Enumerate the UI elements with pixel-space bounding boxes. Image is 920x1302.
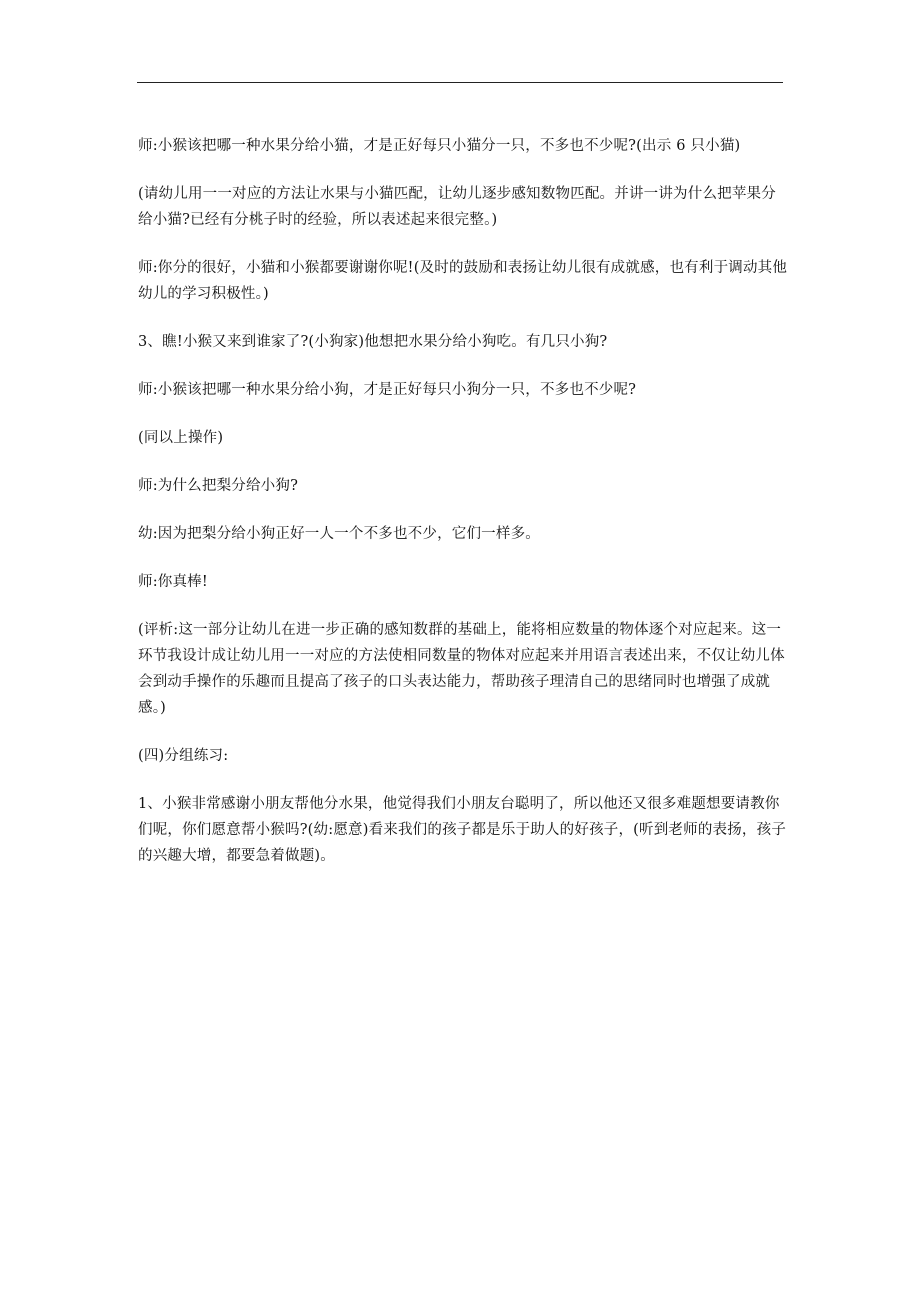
- header-rule: [137, 82, 783, 83]
- paragraph-you-are-great: 师:你真棒!: [138, 574, 208, 590]
- paragraph-teacher-question-dogs: 师:小猴该把哪一种水果分给小狗，才是正好每只小狗分一只，不多也不少呢?: [138, 382, 637, 398]
- paragraph-same-operation: (同以上操作): [138, 430, 224, 446]
- paragraph-analysis: (评析:这一部分让幼儿在进一步正确的感知数群的基础上，能将相应数量的物体逐个对应起来。这一环节我设计成让幼儿用一一对应的方法使相同数量的物体对应起来并用语言表述出来，不仅让幼儿体会到动手操作的乐趣而且提高了孩子的口头表达能力，帮助孩子理清自己的思绪同时也增强了成就感。): [138, 622, 785, 716]
- paragraph-why-pears: 师:为什么把梨分给小狗?: [138, 478, 299, 494]
- section-heading-group-practice: (四)分组练习:: [138, 748, 229, 764]
- paragraph-matching-instruction: (请幼儿用一一对应的方法让水果与小猫匹配，让幼儿逐步感知数物匹配。并讲一讲为什么把苹果分给小猫?已经有分桃子时的经验，所以表述起来很完整。): [138, 186, 776, 228]
- document-body: [138, 133, 788, 891]
- paragraph-teacher-question-cats: 师:小猴该把哪一种水果分给小猫，才是正好每只小猫分一只，不多也不少呢?(出示 6 只小猫): [138, 138, 741, 154]
- paragraph-monkey-visits-dogs: 3、瞧!小猴又来到谁家了?(小狗家)他想把水果分给小狗吃。有几只小狗?: [138, 334, 608, 350]
- paragraph-child-answer: 幼:因为把梨分给小狗正好一人一个不多也不少，它们一样多。: [138, 526, 540, 542]
- paragraph-practice-intro: 1、小猴非常感谢小朋友帮他分水果，他觉得我们小朋友台聪明了，所以他还又很多难题想要请教你们呢，你们愿意帮小猴吗?(幼:愿意)看来我们的孩子都是乐于助人的好孩子，(听到老师的表扬，孩子的兴趣大增，都要急着做题)。: [138, 796, 787, 864]
- paragraph-teacher-praise: 师:你分的很好，小猫和小猴都要谢谢你呢!(及时的鼓励和表扬让幼儿很有成就感，也有利于调动其他幼儿的学习积极性。): [138, 260, 788, 302]
